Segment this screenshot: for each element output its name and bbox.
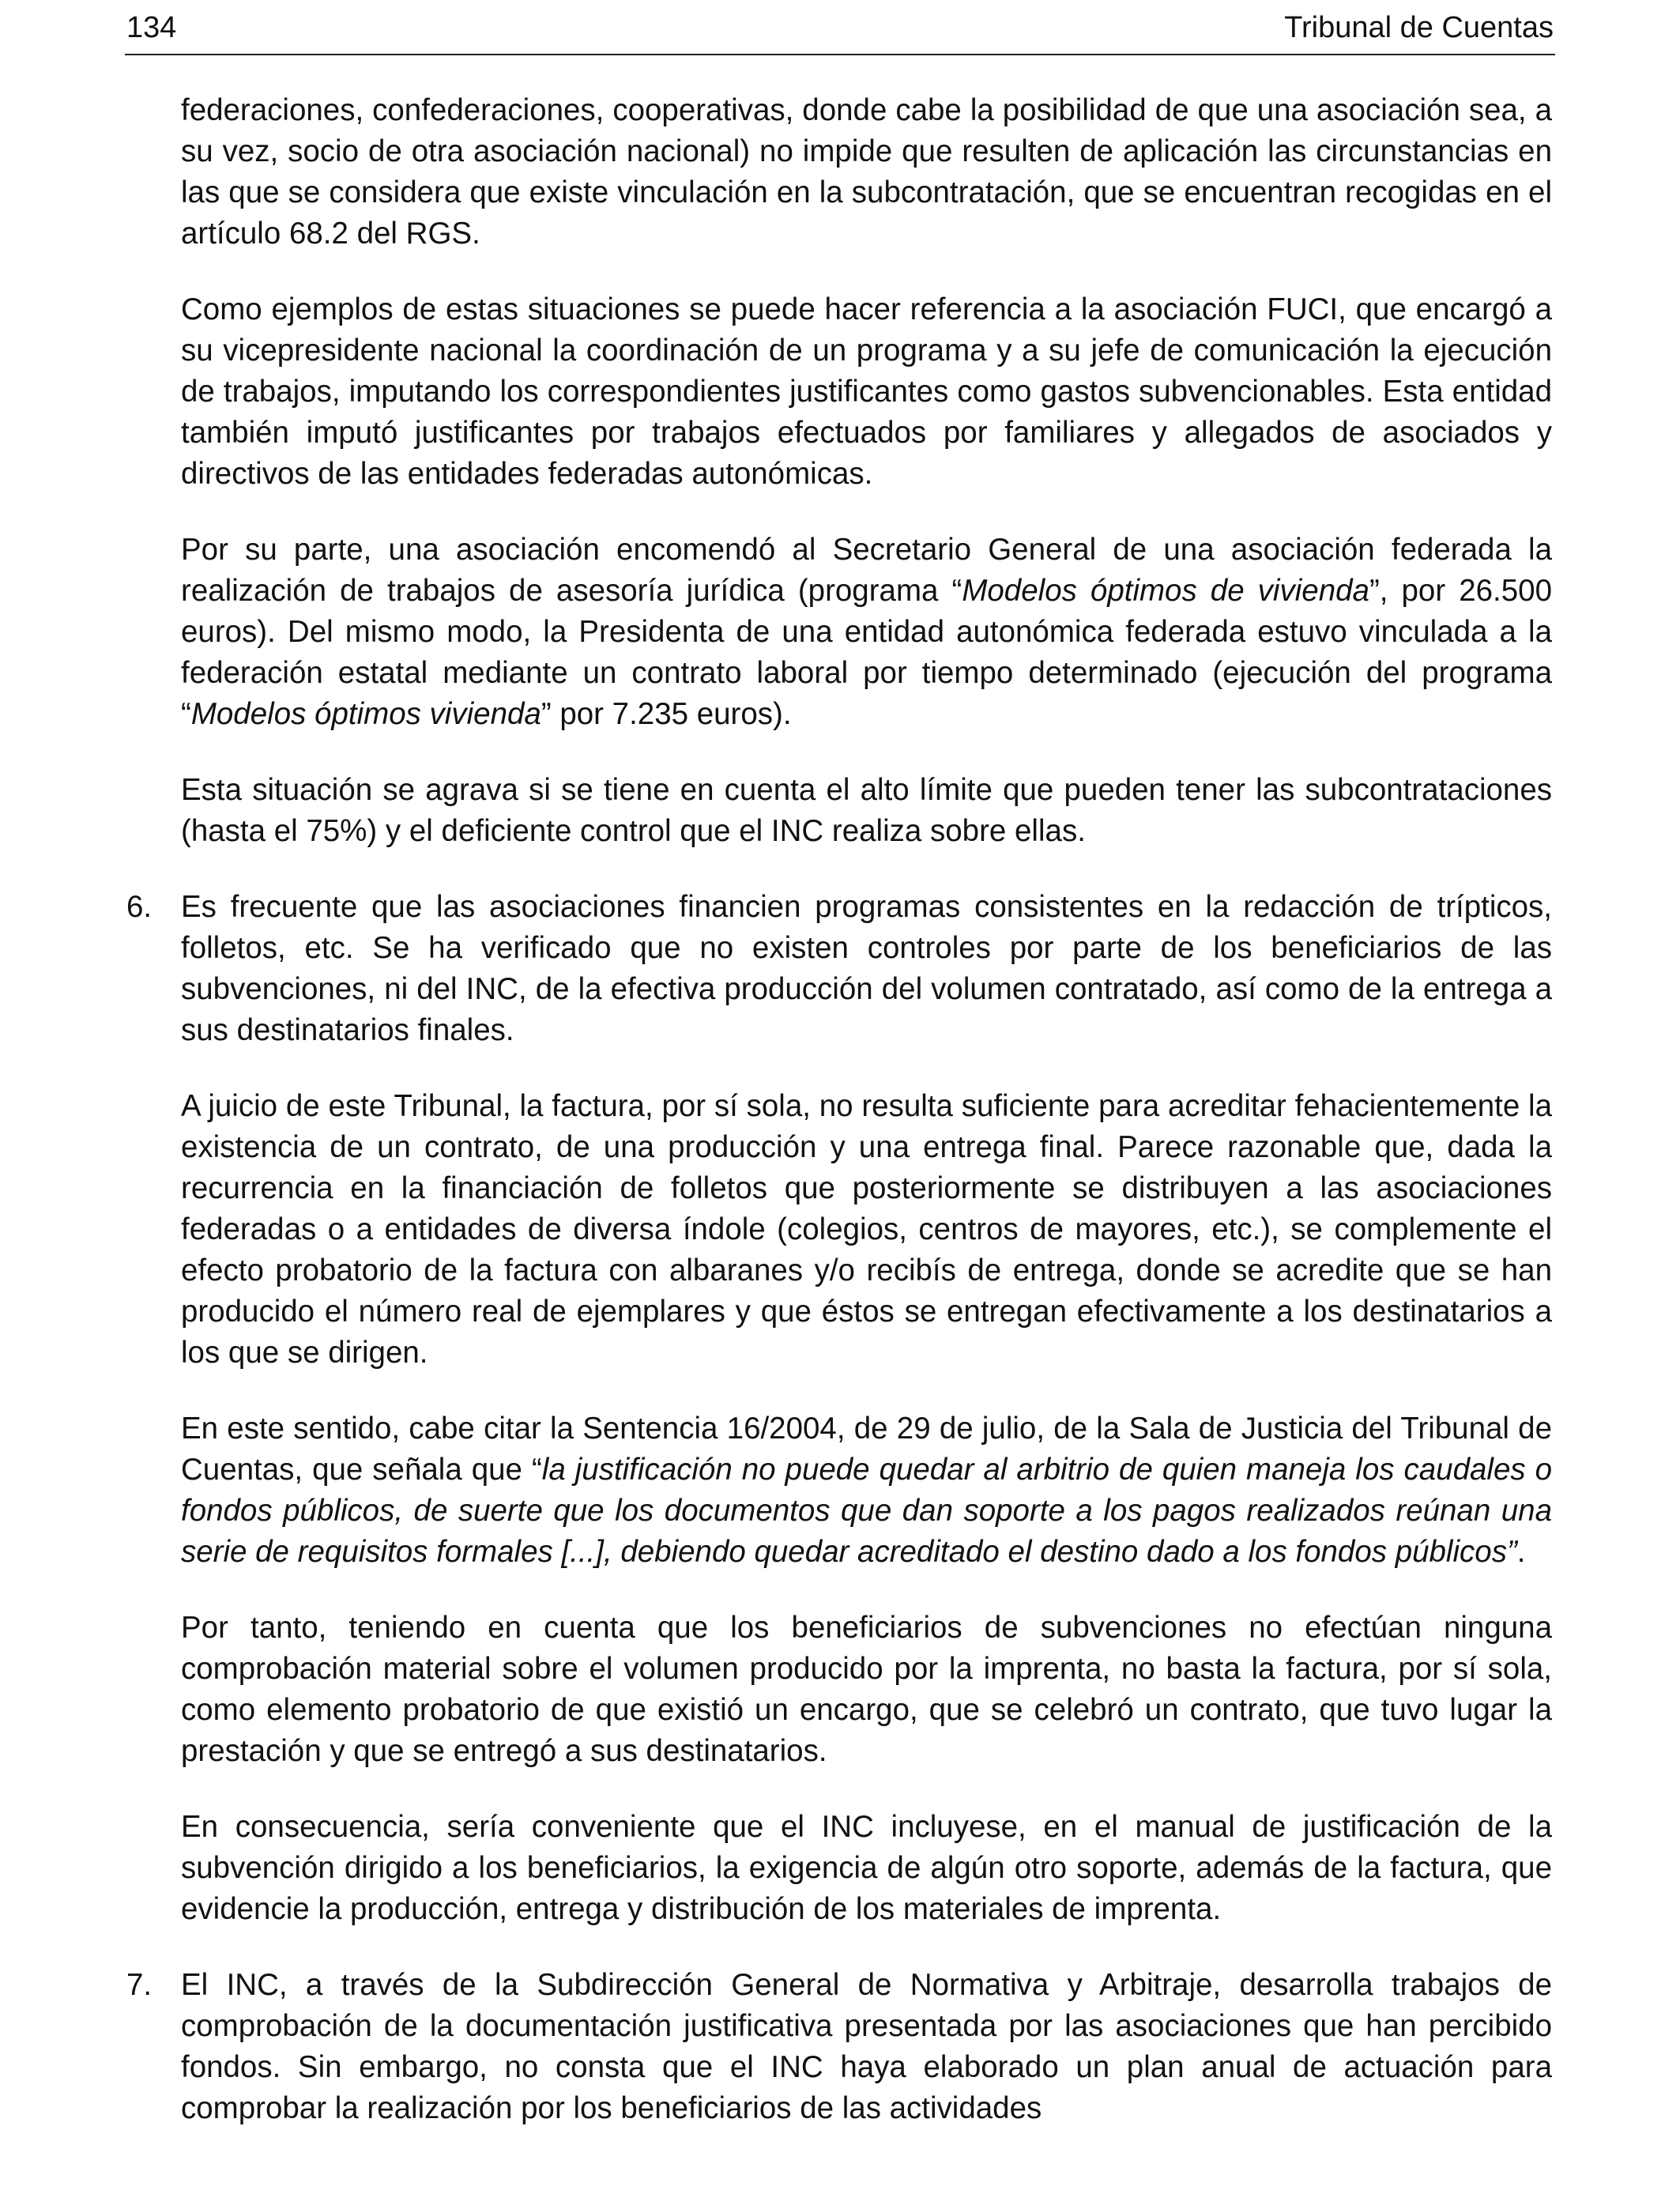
list-item-6 [125,887,1552,1930]
paragraph-secretario-general: Por su parte, una asociación encomendó al Secretario General de una asociación federada la realización de trabajos de asesoría jurídica (programa “Modelos óptimos de vivienda”, por 26.500 euros). Del mismo modo, la Presidenta de una entidad autonómica federada estuvo vinculada a la federación estatal mediante un contrato laboral por tiempo determinado (ejecución del programa “Modelos óptimos vivienda” por 7.235 euros). [181,533,1552,731]
program-name-italic: Modelos óptimos de vivienda [962,574,1369,608]
document-body [125,90,1552,2164]
paragraph-subcontratacion-limite: Esta situación se agrava si se tiene en cuenta el alto límite que pueden tener las subcontrataciones (hasta el 75%) y el deficiente control que el INC realiza sobre ellas. [181,773,1552,848]
paragraph-por-tanto: Por tanto, teniendo en cuenta que los beneficiarios de subvenciones no efectúan ninguna comprobación material sobre el volumen producido por la imprenta, no basta la factura, por sí sola, como elemento probatorio de que existió un encargo, que se celebró un contrato, que tuvo lugar la prestación y que se entregó a sus destinatarios. [181,1611,1552,1768]
paragraph-juicio-tribunal: A juicio de este Tribunal, la factura, por sí sola, no resulta suficiente para acreditar fehacientemente la existencia de un contrato, de una producción y una entrega final. Parece razonable que, dada la recurrencia en la financiación de folletos que posteriormente se distribuyen a las asociaciones federadas o a entidades de diversa índole (colegios, centros de mayores, etc.), se complemente el efecto probatorio de la factura con albaranes y/o recibís de entrega, donde se acredite que se han producido el número real de ejemplares y que éstos se entregan efectivamente a los destinatarios a los que se dirigen. [181,1089,1552,1370]
page-header [125,9,1555,55]
paragraph-consecuencia: En consecuencia, sería conveniente que el INC incluyese, en el manual de justificación de la subvención dirigido a los beneficiarios, la exigencia de algún otro soporte, además de la factura, que evidencie la producción, entrega y distribución de los materiales de imprenta. [181,1810,1552,1926]
page-number: 134 [126,11,177,44]
paragraph-folletos: Es frecuente que las asociaciones financien programas consistentes en la redacción de trípticos, folletos, etc. Se ha verificado que no existen controles por parte de los beneficiarios de las subvenciones, ni del INC, de la efectiva producción del volumen contratado, así como de la entrega a sus destinatarios finales. [181,890,1552,1047]
paragraph-continuation: federaciones, confederaciones, cooperativas, donde cabe la posibilidad de que una asociación sea, a su vez, socio de otra asociación nacional) no impide que resulten de aplicación las circunstancias en las que se considera que existe vinculación en la subcontratación, que se encuentran recogidas en el artículo 68.2 del RGS. [181,93,1552,251]
list-item-number: 7. [126,1968,153,2002]
paragraph-sentencia: En este sentido, cabe citar la Sentencia 16/2004, de 29 de julio, de la Sala de Justicia del Tribunal de Cuentas, que señala que “la justificación no puede quedar al arbitrio de quien maneja los caudales o fondos públicos, de suerte que los documentos que dan soporte a los pagos realizados reúnan una serie de requisitos formales [...], debiendo quedar acreditado el destino dado a los fondos públicos”. [181,1412,1553,1569]
list-item-number: 6. [126,890,153,924]
paragraph-fuci-example: Como ejemplos de estas situaciones se puede hacer referencia a la asociación FUCI, que encargó a su vicepresidente nacional la coordinación de un programa y a su jefe de comunicación la ejecución de trabajos, imputando los correspondientes justificantes como gastos subvencionables. Esta entidad también imputó justificantes por trabajos efectuados por familiares y allegados de asociados y directivos de las entidades federadas autonómicas. [181,292,1552,491]
header-title: Tribunal de Cuentas [1284,11,1554,44]
sentencia-quote-italic: la justificación no puede quedar al arbitrio de quien maneja los caudales o fondos públicos, de suerte que los documentos que dan soporte a los pagos realizados reúnan una serie de requisitos formales [...], debiendo quedar acreditado el destino dado a los fondos públicos” [181,1453,1553,1569]
list-item-7 [125,1965,1552,2129]
program-name-italic: Modelos óptimos vivienda [190,697,541,731]
paragraph-inc-comprobacion: El INC, a través de la Subdirección General de Normativa y Arbitraje, desarrolla trabajos de comprobación de la documentación justificativa presentada por las asociaciones que han percibido fondos. Sin embargo, no consta que el INC haya elaborado un plan anual de actuación para comprobar la realización por los beneficiarios de las actividades [181,1968,1552,2125]
